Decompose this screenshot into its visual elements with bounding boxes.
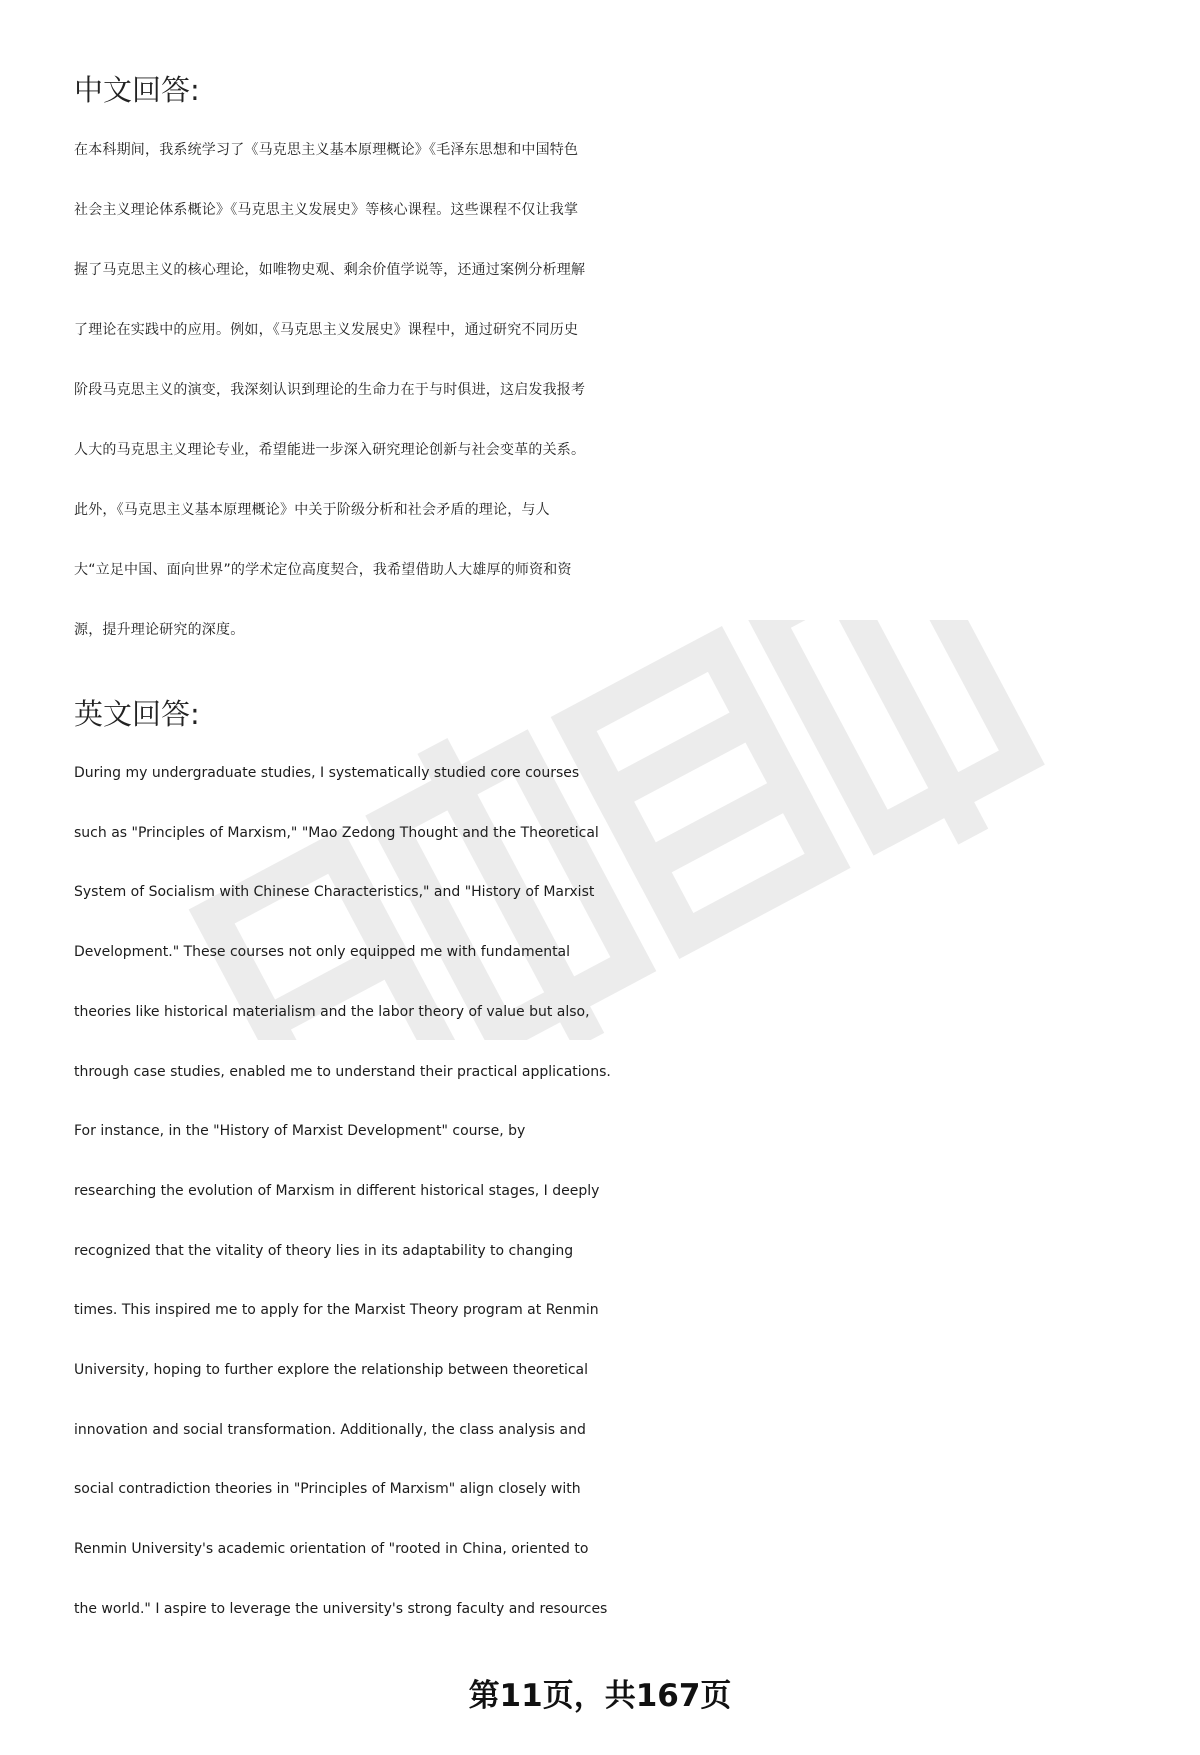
english-paragraph-line: the world." I aspire to leverage the university's strong faculty and resources — [74, 1600, 608, 1617]
chinese-paragraph-line: 源，提升理论研究的深度。 — [74, 622, 245, 638]
document-page — [74, 60, 1154, 1640]
english-paragraph-line: University, hoping to further explore the relationship between theoretical — [74, 1362, 589, 1379]
english-answer-section — [74, 684, 1154, 1640]
english-paragraph-line: innovation and social transformation. Additionally, the class analysis and — [74, 1421, 586, 1438]
english-paragraph-line: such as "Principles of Marxism," "Mao Zedong Thought and the Theoretical — [74, 824, 599, 841]
english-paragraph-line: System of Socialism with Chinese Characteristics," and "History of Marxist — [74, 884, 595, 901]
chinese-paragraph-line: 人大的马克思主义理论专业，希望能进一步深入研究理论创新与社会变革的关系。 — [74, 442, 586, 458]
page-number-footer: 第11页，共167页 — [468, 1678, 732, 1714]
english-paragraph-line: During my undergraduate studies, I systematically studied core courses — [74, 765, 580, 781]
english-paragraph-line: For instance, in the "History of Marxist Development" course, by — [74, 1123, 526, 1140]
chinese-paragraph-line: 此外，《马克思主义基本原理概论》中关于阶级分析和社会矛盾的理论，与人 — [74, 502, 550, 518]
chinese-paragraph-line: 阶段马克思主义的演变，我深刻认识到理论的生命力在于与时俱进，这启发我报考 — [74, 382, 586, 398]
english-paragraph-line: social contradiction theories in "Principles of Marxism" align closely with — [74, 1481, 581, 1498]
english-answer-label: 英文回答: — [74, 697, 200, 731]
chinese-paragraph-line: 大“立足中国、面向世界”的学术定位高度契合，我希望借助人大雄厚的师资和资 — [74, 562, 572, 578]
english-paragraph-line: theories like historical materialism and the labor theory of value but also, — [74, 1003, 590, 1020]
chinese-paragraph-line: 了理论在实践中的应用。例如，《马克思主义发展史》课程中，通过研究不同历史 — [74, 322, 579, 338]
chinese-answer-label: 中文回答: — [74, 73, 200, 107]
english-paragraph-line: times. This inspired me to apply for the Marxist Theory program at Renmin — [74, 1302, 599, 1319]
chinese-paragraph-line: 在本科期间，我系统学习了《马克思主义基本原理概论》《毛泽东思想和中国特色 — [74, 142, 579, 158]
english-paragraph-line: researching the evolution of Marxism in different historical stages, I deeply — [74, 1182, 600, 1199]
english-paragraph-line: Renmin University's academic orientation of "rooted in China, oriented to — [74, 1541, 589, 1558]
chinese-paragraph-line: 握了马克思主义的核心理论，如唯物史观、剩余价值学说等，还通过案例分析理解 — [74, 262, 586, 278]
chinese-paragraph-line: 社会主义理论体系概论》《马克思主义发展史》等核心课程。这些课程不仅让我掌 — [74, 202, 579, 218]
english-paragraph-line: through case studies, enabled me to understand their practical applications. — [74, 1063, 611, 1080]
english-paragraph-line: recognized that the vitality of theory lies in its adaptability to changing — [74, 1242, 574, 1259]
english-paragraph-line: Development." These courses not only equipped me with fundamental — [74, 944, 571, 961]
section-spacer — [74, 660, 1154, 684]
chinese-answer-section — [74, 60, 1154, 660]
